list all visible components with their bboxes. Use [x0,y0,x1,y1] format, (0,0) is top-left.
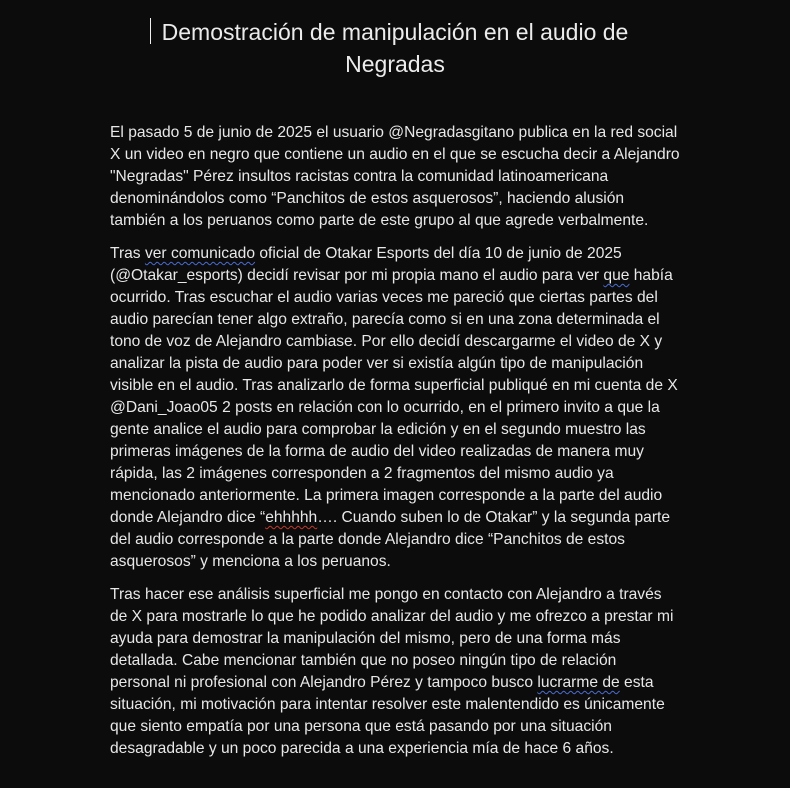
paragraph-3-text: esta situación, mi motivación para intentar resolver este malentendido es únicamente que siento empatía por una persona que está pasando por una situación desagradable y un poco parecida a una experiencia mía de hace 6 años. [110,674,665,757]
paragraph-3-text: Tras hacer ese análisis superficial me pongo en contacto con Alejandro a través de X para mostrarle lo que he podido analizar del audio y me ofrezco a prestar mi ayuda para demostrar la manipulación del mismo, pero de una forma más detallada. Cabe mencionar también que no poseo ningún tipo de relación personal ni profesional con Alejandro Pérez y tampoco busco [110,586,674,691]
grammar-flag-lucrarme-de[interactable]: lucrarme de [537,674,620,691]
grammar-flag-que[interactable]: que [603,267,630,284]
paragraph-1: El pasado 5 de junio de 2025 el usuario @Negradasgitano publica en la red social X un video en negro que contiene un audio en el que se escucha decir a Alejandro "Negradas" Pérez insultos racistas contra la comunidad latinoamericana denominándolos como “Panchitos de estos asquerosos”, haciendo alusión también a los peruanos como parte de este grupo al que agrede verbalmente. [110,124,680,229]
paragraph-2-text: oficial de Otakar Esports del día 10 de junio de 2025 (@Otakar_esports) decidí revisar por mi propia mano el audio para ver [110,245,622,284]
paragraph-2-text: Tras [110,245,145,262]
paragraph-2 [110,243,680,573]
grammar-flag-ver-comunicado[interactable]: ver comunicado [144,245,256,262]
page-title: Demostración de manipulación en el audio de Negradas [161,19,629,77]
document-body[interactable] [110,122,680,771]
paragraph-3 [110,584,680,760]
paragraph-2-text: había ocurrido. Tras escuchar el audio varias veces me pareció que ciertas partes del audio parecían tener algo extraño, parecía como si en una zona determinada el tono de voz de Alejandro cambiase. Por ello decidí descargarme el video de X y analizar la pista de audio para poder ver si existía algún tipo de manipulación visible en el audio. Tras analizarlo de forma superficial publiqué en mi cuenta de X @Dani_Joao05 2 posts en relación con lo ocurrido, en el primero invito a que la gente analice el audio para comprobar la edición y en el segundo muestro las primeras imágenes de la forma de audio del video realizadas de manera muy rápida, las 2 imágenes corresponden a 2 fragmentos del mismo audio ya mencionado anteriormente. La primera imagen corresponde a la parte del audio donde Alejandro dice “ [110,267,678,526]
spelling-flag-ehhhhh[interactable]: ehhhhh [265,509,318,526]
paragraph-2-text: …. Cuando suben lo de Otakar” y la segunda parte del audio corresponde a la parte donde Alejandro dice “Panchitos de estos asquerosos” y menciona a los peruanos. [110,509,671,570]
